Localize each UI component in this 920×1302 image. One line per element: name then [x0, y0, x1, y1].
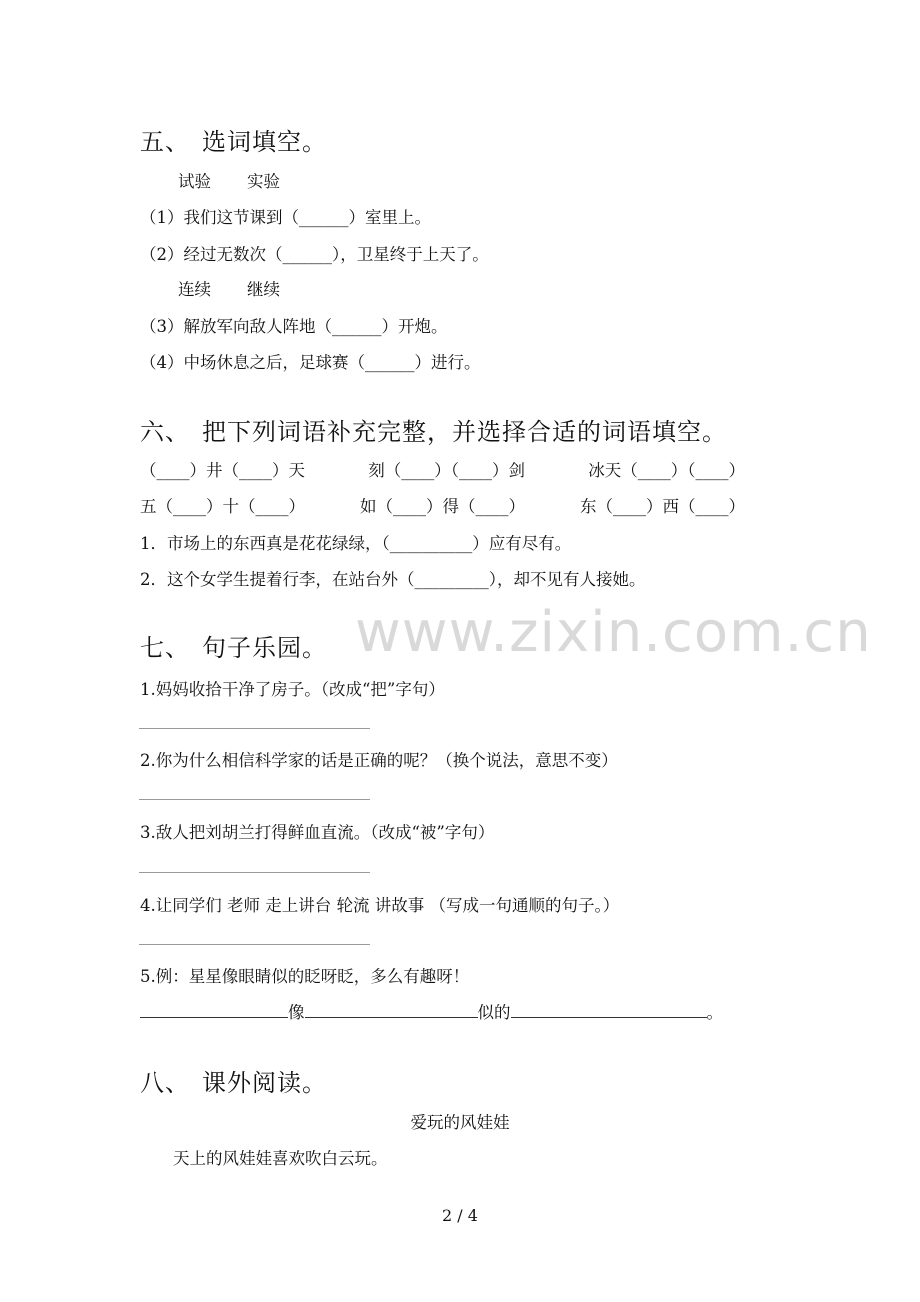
idiom-item: 刻（____）（____）剑: [368, 461, 525, 480]
section-6-heading: [140, 412, 727, 447]
answer-line[interactable]: [139, 728, 370, 729]
s7-question-2: 2.你为什么相信科学家的话是正确的呢？（换个说法，意思不变）: [140, 751, 618, 770]
word-choice-group-2: [178, 276, 316, 300]
word-option: 继续: [247, 280, 280, 299]
idiom-item: 冰天（____）（____）: [588, 461, 745, 480]
fill-blank[interactable]: [140, 999, 288, 1018]
word-option: 连续: [178, 280, 211, 299]
word-option: 实验: [247, 172, 280, 191]
section-8-number: 八、: [140, 1069, 190, 1097]
s5-question-3: （3）解放军向敌人阵地（______）开炮。: [140, 317, 448, 336]
story-paragraph: 天上的风娃娃喜欢吹白云玩。: [173, 1149, 388, 1168]
page-number: 2 / 4: [442, 1206, 478, 1225]
answer-line[interactable]: [139, 872, 370, 873]
s5-question-2: （2）经过无数次（______），卫星终于上天了。: [140, 245, 489, 264]
section-5-number: 五、: [140, 128, 190, 156]
idiom-item: （____）井（____）天: [140, 461, 305, 480]
idiom-row-1: [140, 457, 745, 481]
s7-question-1: 1.妈妈收拾干净了房子。（改成“把”字句）: [140, 680, 445, 699]
section-7-title: 句子乐园。: [202, 634, 327, 662]
section-5-title: 选词填空。: [202, 128, 327, 156]
s7-question-3: 3.敌人把刘胡兰打得鲜血直流。（改成“被”字句）: [140, 823, 495, 842]
fill-blank[interactable]: [511, 999, 707, 1018]
section-8-heading: [140, 1063, 327, 1098]
fill-period: 。: [706, 1003, 723, 1022]
answer-line[interactable]: [139, 944, 370, 945]
section-5-heading: [140, 122, 327, 157]
section-6-title: 把下列词语补充完整，并选择合适的词语填空。: [202, 418, 727, 446]
idiom-item: 东（____）西（____）: [580, 497, 745, 516]
idiom-item: 五（____）十（____）: [140, 497, 305, 516]
s7-question-4: 4.让同学们 老师 走上讲台 轮流 讲故事 （写成一句通顺的句子。）: [140, 896, 620, 915]
s7-example-fill-row: [140, 999, 723, 1023]
section-6-number: 六、: [140, 418, 190, 446]
word-option: 试验: [178, 172, 211, 191]
section-7-number: 七、: [140, 634, 190, 662]
idiom-row-2: [140, 493, 745, 517]
watermark: www.zixin.com.cn: [355, 600, 872, 665]
s6-question-1: 1．市场上的东西真是花花绿绿，（__________）应有尽有。: [140, 534, 572, 553]
s6-question-2: 2．这个女学生提着行李，在站台外（_________），却不见有人接她。: [140, 570, 646, 589]
idiom-item: 如（____）得（____）: [360, 497, 525, 516]
s5-question-1: （1）我们这节课到（______）室里上。: [140, 208, 431, 227]
section-7-heading: [140, 628, 327, 663]
story-title: 爱玩的风娃娃: [410, 1113, 510, 1132]
answer-line[interactable]: [139, 799, 370, 800]
fill-connector: 像: [288, 1003, 305, 1022]
word-choice-group-1: [178, 168, 316, 192]
s7-question-5: 5.例：星星像眼睛似的眨呀眨，多么有趣呀！: [140, 967, 470, 986]
fill-connector: 似的: [477, 1003, 511, 1022]
fill-blank[interactable]: [305, 999, 478, 1018]
section-8-title: 课外阅读。: [202, 1069, 327, 1097]
s5-question-4: （4）中场休息之后，足球赛（______）进行。: [140, 353, 481, 372]
